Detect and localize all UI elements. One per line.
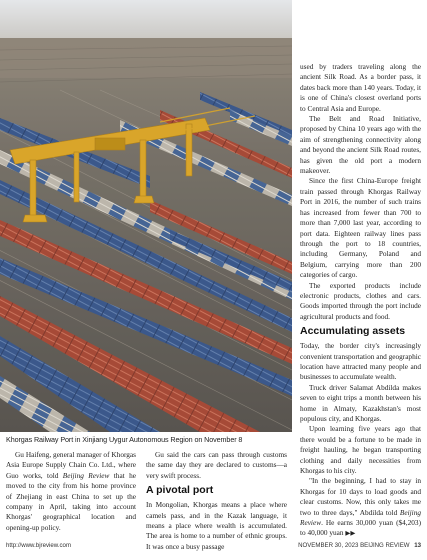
article-column-3 (300, 62, 421, 540)
paragraph: The exported products include electronic products, clothes and cars. Goods imported through the port include agricultural products and food. (300, 280, 421, 321)
paragraph: The Belt and Road Initiative, proposed by China 10 years ago with the aim of strengthening connectivity along and beyond the ancient Silk Road routes, has given the old port a modern makeover. (300, 114, 421, 176)
page-number: 13 (414, 542, 421, 549)
section-heading: Accumulating assets (300, 325, 406, 338)
continue-arrow-icon: ▶▶ (345, 530, 356, 538)
paragraph: "In the beginning, I had to stay in Khorgas for 10 days to load goods and clear customs. Now, this only takes me two to three days," Abdilda told Beijing Review. He earns 30,000 yuan ($4,203) to 40,000 yuan ▶▶ (300, 476, 421, 538)
article-column-1 (6, 450, 136, 533)
footer-issue (298, 542, 421, 549)
paragraph: Upon learning five years ago that there would be a fortune to be made in freight hauling, he began transporting clothing and daily necessities from Khorgas to his city. (300, 424, 421, 476)
paragraph: used by traders traveling along the ancient Silk Road. As a border pass, it dates back more than 140 years. Today, it is one of China's closest overland ports to Central Asia and Europe. (300, 62, 421, 113)
issue-date: NOVEMBER 30, 2023 BEIJING REVIEW (298, 542, 410, 549)
photo-caption: Khorgas Railway Port in Xinjiang Uygur Autonomous Region on November 8 (6, 435, 243, 444)
article-column-2 (146, 450, 287, 552)
paragraph: Today, the border city's increasingly convenient transportation and geographic location have attracted many people and businesses to accumulate wealth. (300, 341, 421, 382)
section-heading: A pivotal port (146, 484, 214, 497)
paragraph: Gu said the cars can pass through customs the same day they are declared to customs—a very swift process. (146, 450, 287, 480)
paragraph: In Mongolian, Khorgas means a place where camels pass, and in the Kazak language, it means a place where wealth is accumulated. The area is home to a number of ethnic groups. It was once a busy passage (146, 500, 287, 551)
footer-url[interactable]: http://www.bjreview.com (6, 542, 72, 549)
paragraph: Gu Haifeng, general manager of Khorgas Asia Europe Supply Chain Co. Ltd., where Guo works, told Beijing Review that he moved to the city from his home province of Zhejiang in east China to set up the company in April, taking into account Khorgas' geographical location and opening-up policy. (6, 450, 136, 532)
paragraph: Truck driver Salamat Abdilda makes seven to eight trips a month between his home in Almaty, Kazakhstan's most populous city, and Khorgas. (300, 382, 421, 423)
paragraph: Since the first China-Europe freight train passed through Khorgas Railway Port in 2016, the number of such trains has increased from fewer than 700 to more than 7,000 last year, according to port data. Eighteen railway lines pass through the port to 18 countries, including Germany, Poland and Belgium, carrying more than 200 categories of cargo. (300, 176, 421, 280)
